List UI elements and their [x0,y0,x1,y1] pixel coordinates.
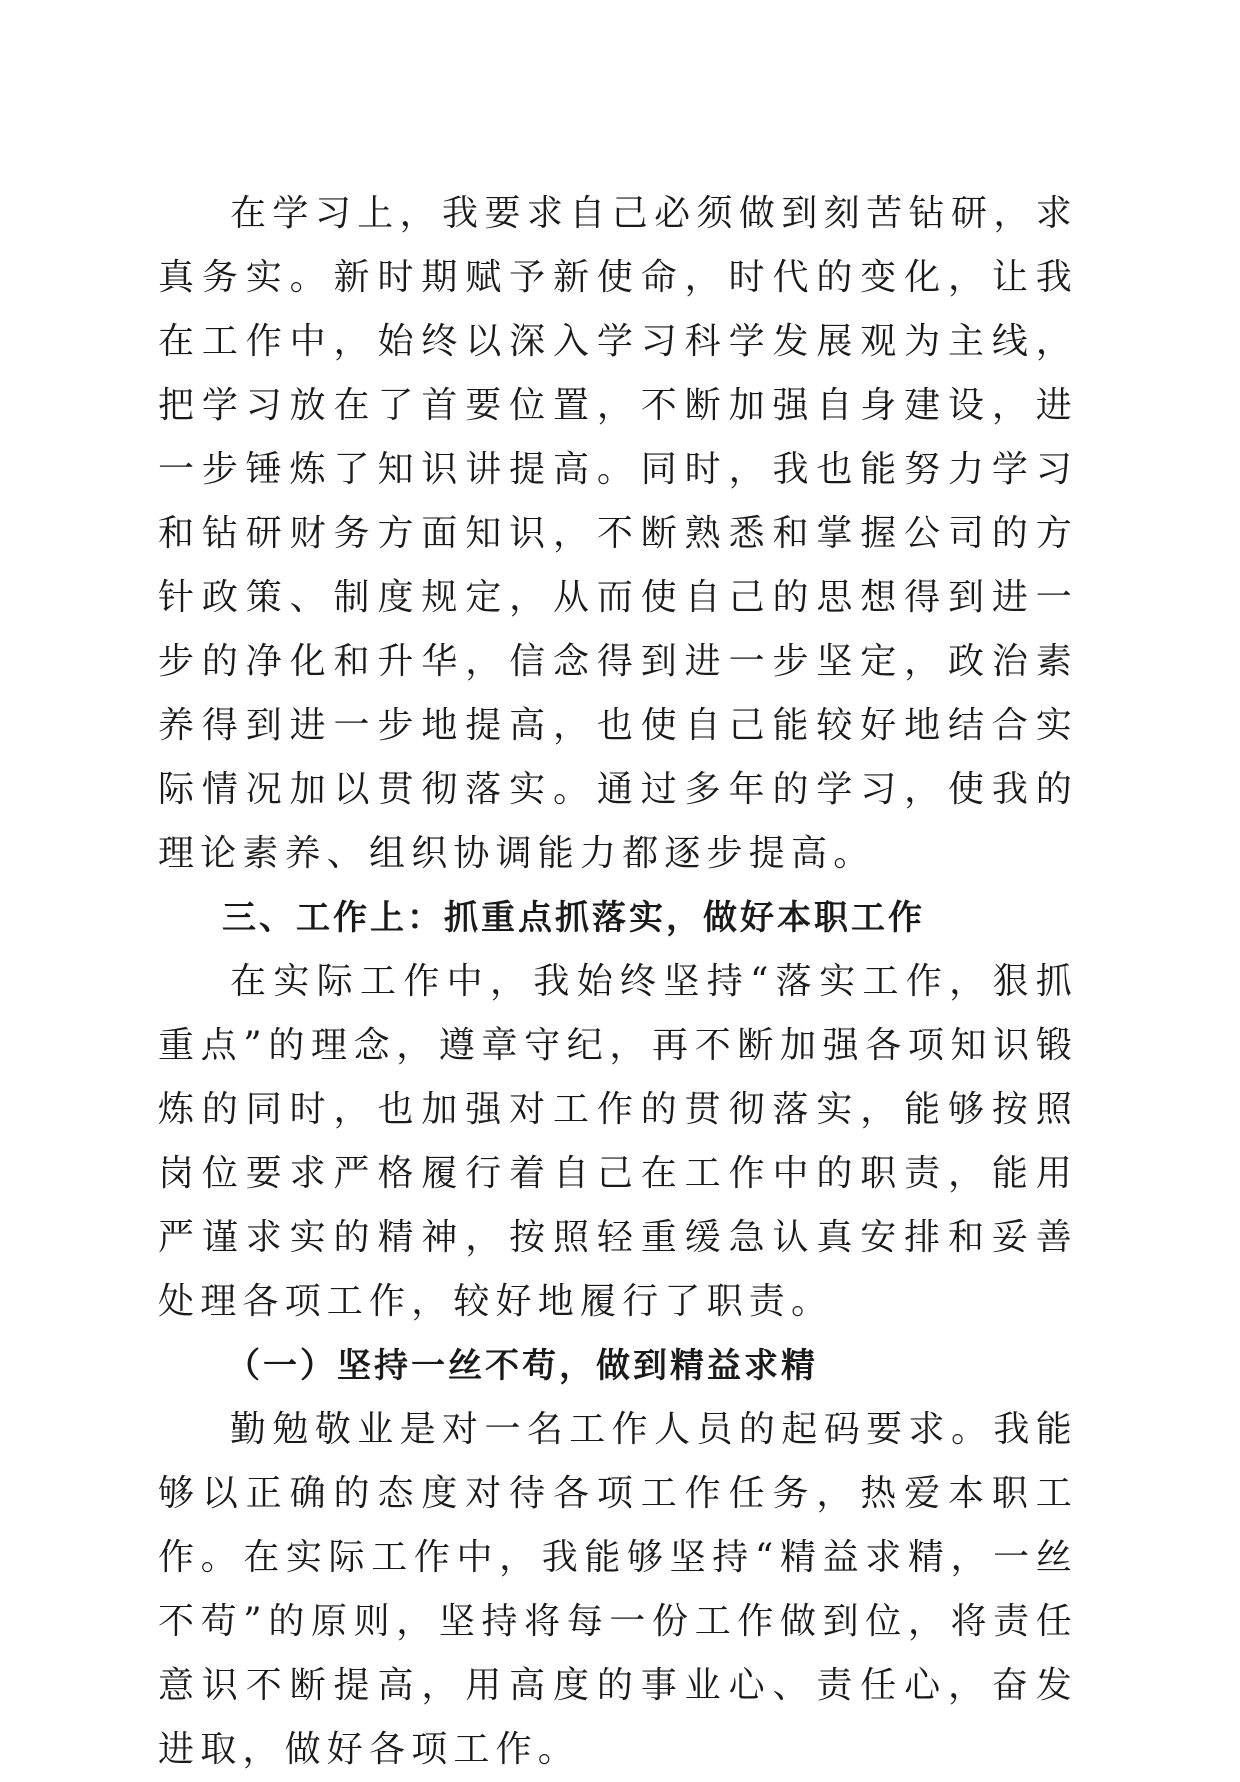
paragraph-study: 在学习上，我要求自己必须做到刻苦钻研，求真务实。新时期赋予新使命，时代的变化，让我在工作中，始终以深入学习科学发展观为主线，把学习放在了首要位置，不断加强自身建设，进一步锤炼了知识讲提高。同时，我也能努力学习和钻研财务方面知识，不断熟悉和掌握公司的方针政策、制度规定，从而使自己的思想得到进一步的净化和升华，信念得到进一步坚定，政治素养得到进一步地提高，也使自己能较好地结合实际情况加以贯彻落实。通过多年的学习，使我的理论素养、组织协调能力都逐步提高。 [158,193,1078,874]
paragraph-diligence: 勤勉敬业是对一名工作人员的起码要求。我能够以正确的态度对待各项工作任务，热爱本职工作。在实际工作中，我能够坚持“精益求精，一丝不苟”的原则，坚持将每一份工作做到位，将责任意识不断提高，用高度的事业心、责任心，奋发进取，做好各项工作。 [158,1409,1078,1770]
document-body [158,182,1078,1782]
paragraph-work: 在实际工作中，我始终坚持“落实工作，狠抓重点”的理念，遵章守纪，再不断加强各项知识锻炼的同时，也加强对工作的贯彻落实，能够按照岗位要求严格履行着自己在工作中的职责，能用严谨求实的精神，按照轻重缓急认真安排和妥善处理各项工作，较好地履行了职责。 [158,961,1078,1322]
subsection-heading-precision: （一）坚持一丝不苟，做到精益求精 [226,1346,818,1386]
section-heading-work: 三、工作上：抓重点抓落实，做好本职工作 [222,898,925,938]
